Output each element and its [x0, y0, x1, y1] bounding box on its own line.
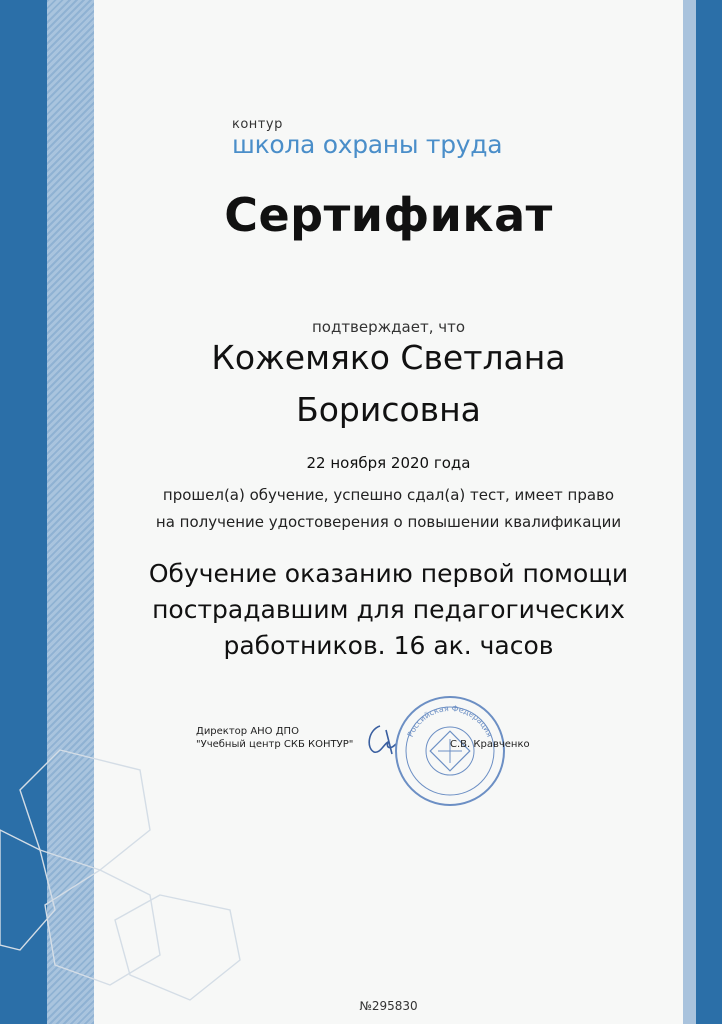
course-title [94, 556, 683, 664]
issue-date: 22 ноября 2020 года [306, 454, 471, 472]
body-line1: прошел(а) обучение, успешно сдал(а) тест, имеет право [162, 486, 615, 504]
certificate-number: №295830 [359, 999, 418, 1013]
body-line2: на получение удостоверения о повышении квалификации [155, 513, 622, 531]
right-border-stripe [696, 0, 722, 1024]
right-light-stripe [683, 0, 696, 1024]
confirms-text: подтверждает, что [311, 318, 466, 336]
course-line3: работников. 16 ак. часов [223, 631, 554, 660]
course-line2: пострадавшим для педагогических [152, 595, 625, 624]
svg-text:Российская Федерация [406, 704, 494, 739]
recipient-name [94, 332, 683, 436]
kontur-logo [232, 118, 502, 158]
certificate-title: Сертификат [224, 188, 553, 242]
recipient-name-line2: Борисовна [296, 390, 481, 429]
course-line1: Обучение оказанию первой помощи [148, 559, 629, 588]
logo-school-name: школа охраны труда [232, 130, 503, 159]
stamp-arc-text: Российская Федерация [405, 703, 495, 739]
director-line2: "Учебный центр СКБ КОНТУР" [196, 739, 354, 750]
recipient-name-line1: Кожемяко Светлана [211, 338, 566, 377]
signer-name: С.В. Кравченко [450, 739, 530, 750]
director-line1: Директор АНО ДПО [196, 726, 299, 737]
director-title [196, 725, 353, 751]
official-stamp [392, 693, 508, 809]
logo-brand: контур [232, 117, 283, 132]
certificate-body [94, 482, 683, 536]
